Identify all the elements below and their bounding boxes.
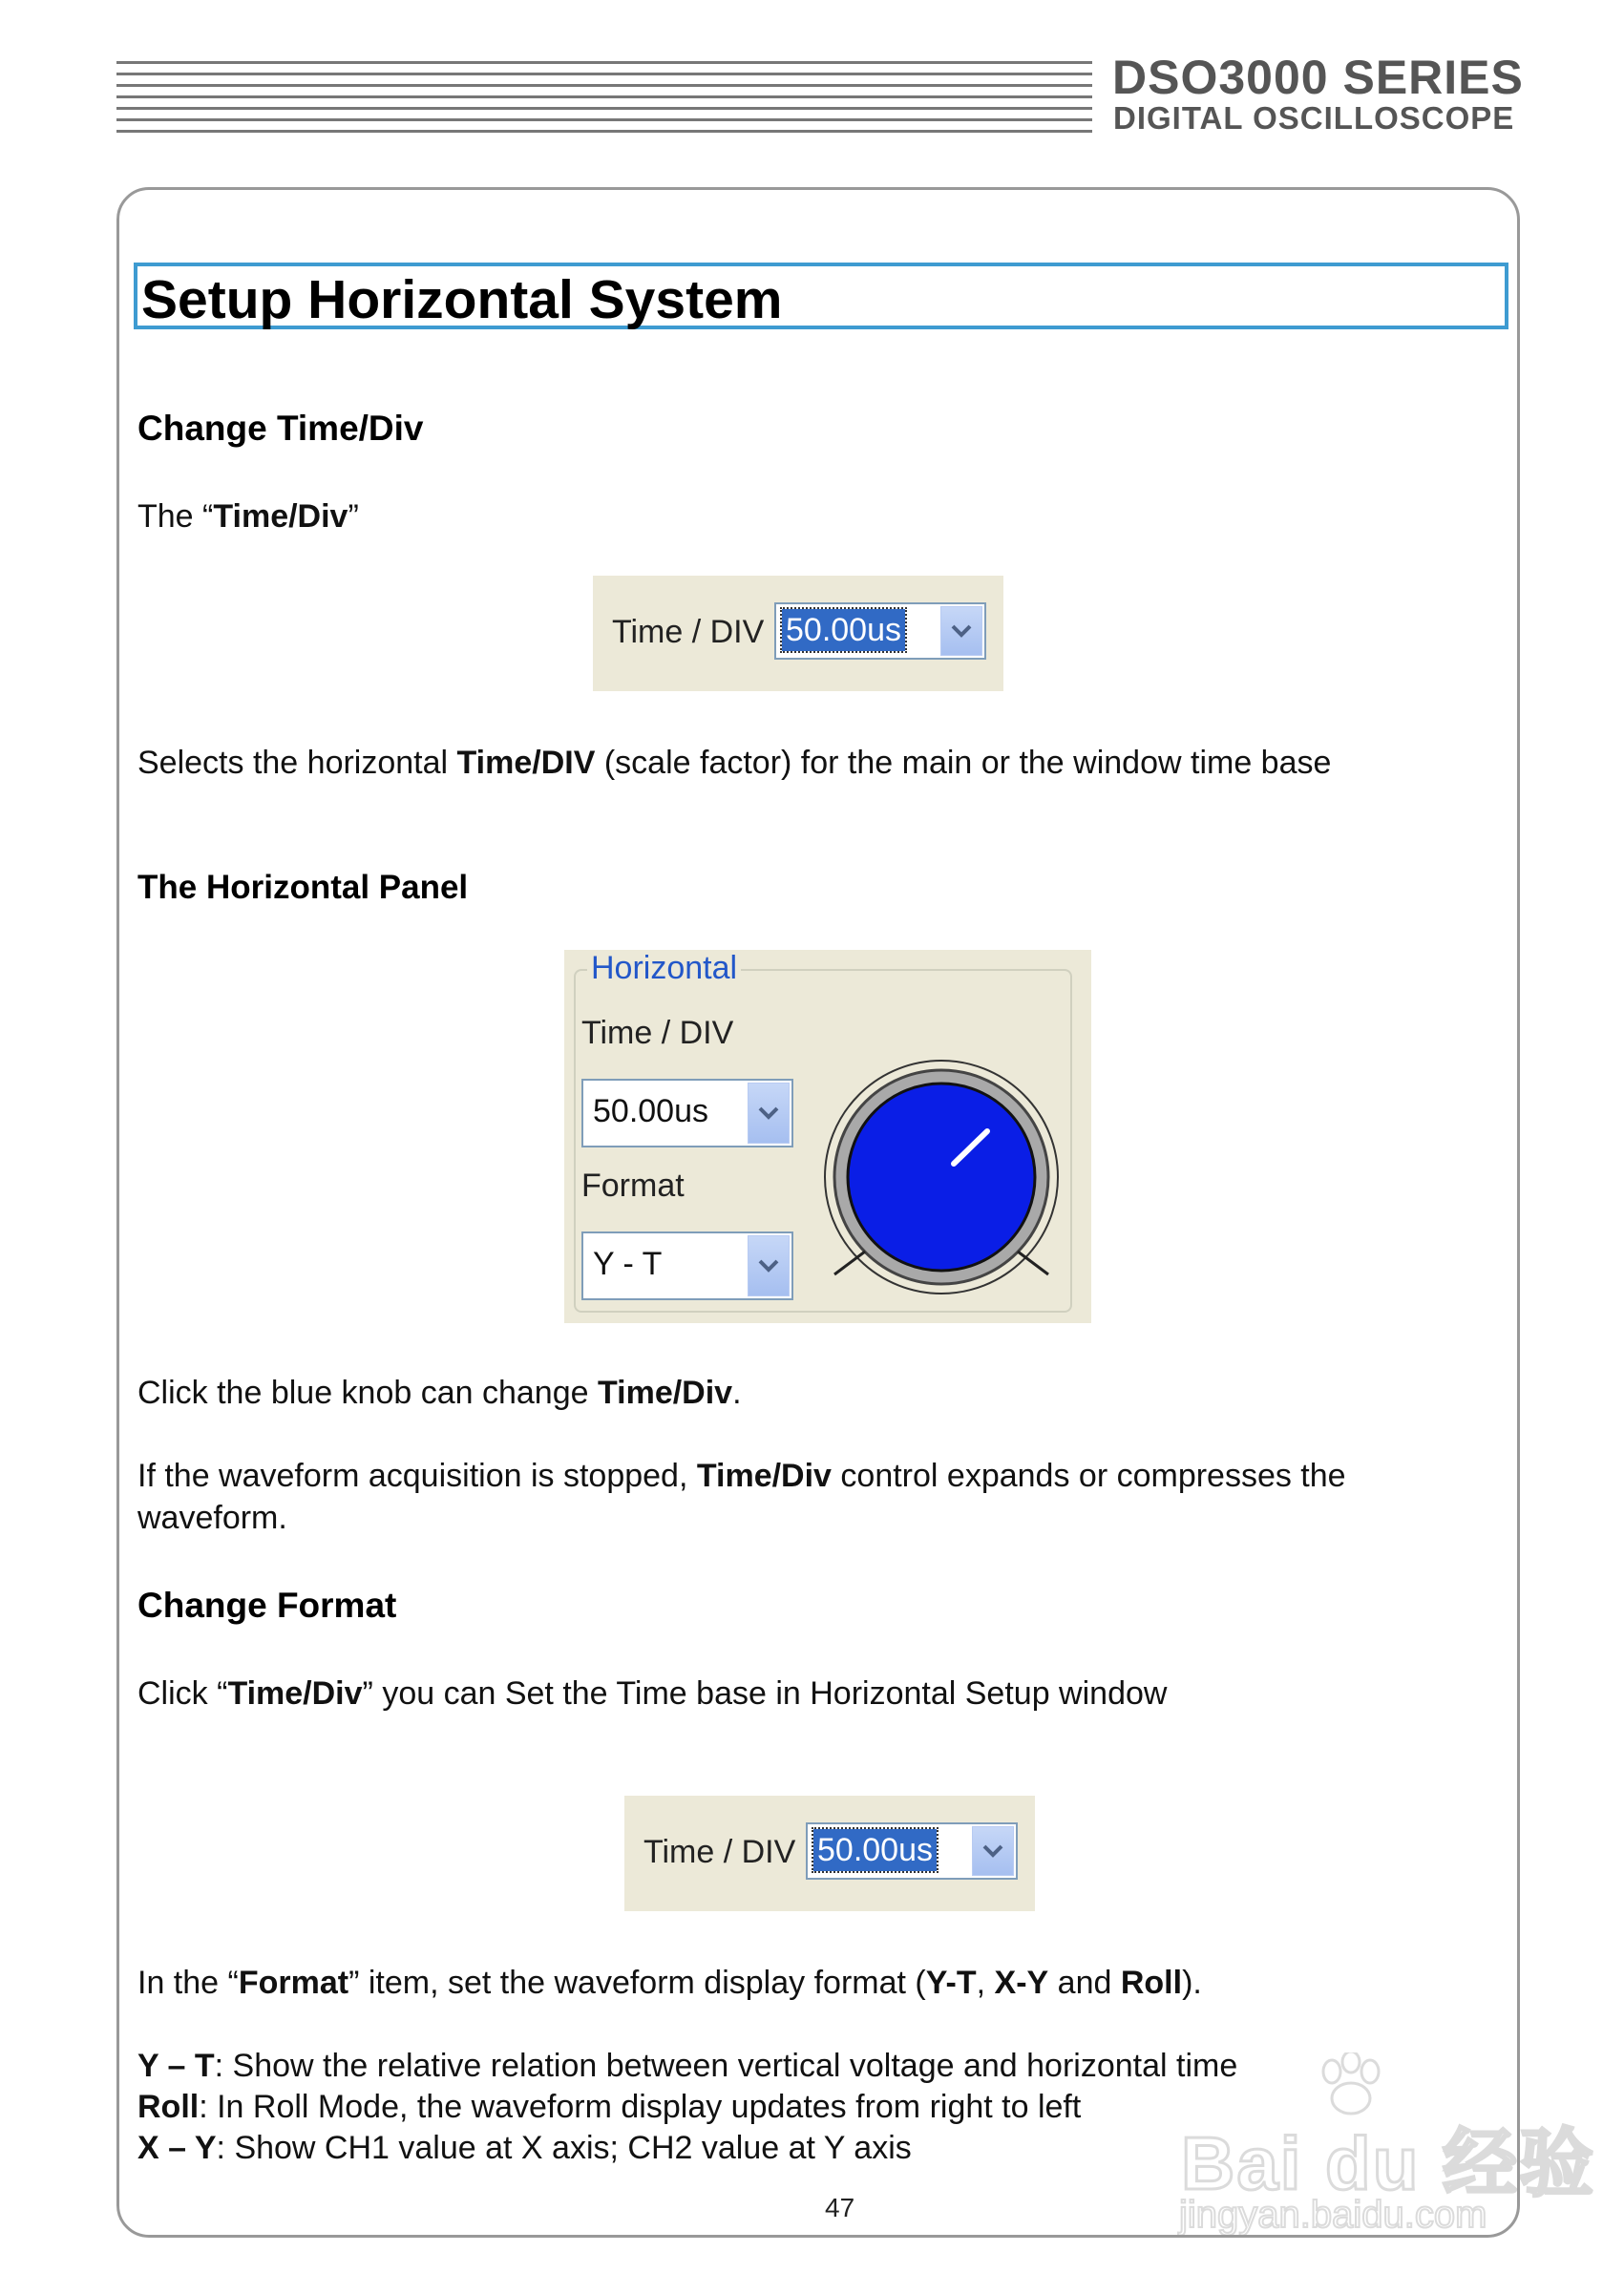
watermark-url: jingyan.baidu.com	[1179, 2194, 1487, 2236]
heading-change-format: Change Format	[137, 1586, 397, 1625]
time-div-widget-2	[624, 1796, 1035, 1911]
chevron-down-icon	[757, 1258, 780, 1273]
chevron-down-icon	[981, 1843, 1004, 1859]
panel-format-label: Format	[581, 1168, 685, 1204]
chevron-down-icon	[757, 1105, 780, 1121]
format-item-xy: X – Y: Show CH1 value at X axis; CH2 value at Y axis	[137, 2130, 912, 2166]
section1-desc: Selects the horizontal Time/DIV (scale factor) for the main or the window time base	[137, 745, 1332, 781]
header-rule-lines	[116, 61, 1092, 134]
page-title-box	[134, 263, 1508, 329]
section2-p1: Click the blue knob can change Time/Div.	[137, 1375, 742, 1411]
panel-time-div-value: 50.00us	[593, 1093, 708, 1129]
time-div-value: 50.00us	[813, 1829, 937, 1871]
dropdown-arrow-button[interactable]	[748, 1235, 790, 1296]
horizontal-group-legend: Horizontal	[587, 950, 741, 987]
series-subtitle: DIGITAL OSCILLOSCOPE	[1113, 100, 1515, 136]
baidu-watermark	[1170, 2052, 1596, 2243]
watermark-brand: Bai du 经验	[1181, 2121, 1596, 2205]
page-number: 47	[825, 2193, 855, 2222]
time-div-label: Time / DIV	[612, 614, 765, 650]
panel-time-div-label: Time / DIV	[581, 1015, 734, 1051]
series-title: DSO3000 SERIES	[1112, 51, 1524, 104]
time-div-dropdown[interactable]	[806, 1822, 1018, 1880]
time-div-knob[interactable]	[817, 1057, 1065, 1305]
format-item-roll: Roll: In Roll Mode, the waveform display updates from right to left	[137, 2089, 1082, 2125]
panel-format-value: Y - T	[593, 1246, 663, 1282]
heading-change-time-div: Change Time/Div	[137, 409, 424, 448]
horizontal-panel	[564, 950, 1091, 1323]
dropdown-arrow-button[interactable]	[972, 1826, 1014, 1876]
dropdown-arrow-button[interactable]	[940, 606, 982, 656]
panel-time-div-dropdown[interactable]	[581, 1079, 793, 1147]
section3-format-desc: In the “Format” item, set the waveform display format (Y-T, X-Y and Roll).	[137, 1965, 1202, 2001]
time-div-dropdown[interactable]	[774, 602, 986, 660]
knob-max-tick	[1018, 1252, 1048, 1274]
section2-p2: If the waveform acquisition is stopped, Time/Div control expands or compresses the waveform.	[137, 1458, 1346, 1536]
time-div-value: 50.00us	[782, 609, 905, 651]
panel-format-dropdown[interactable]	[581, 1231, 793, 1300]
format-item-yt: Y – T: Show the relative relation between vertical voltage and horizontal time	[137, 2048, 1238, 2084]
dropdown-arrow-button[interactable]	[748, 1083, 790, 1144]
heading-horizontal-panel: The Horizontal Panel	[137, 869, 469, 906]
page-title: Setup Horizontal System	[141, 269, 783, 330]
time-div-label: Time / DIV	[643, 1834, 796, 1870]
chevron-down-icon	[950, 623, 973, 639]
section3-intro: Click “Time/Div” you can Set the Time base in Horizontal Setup window	[137, 1675, 1168, 1712]
section1-intro: The “Time/Div”	[137, 498, 359, 535]
knob-min-tick	[834, 1252, 865, 1274]
time-div-widget-1	[593, 576, 1003, 691]
